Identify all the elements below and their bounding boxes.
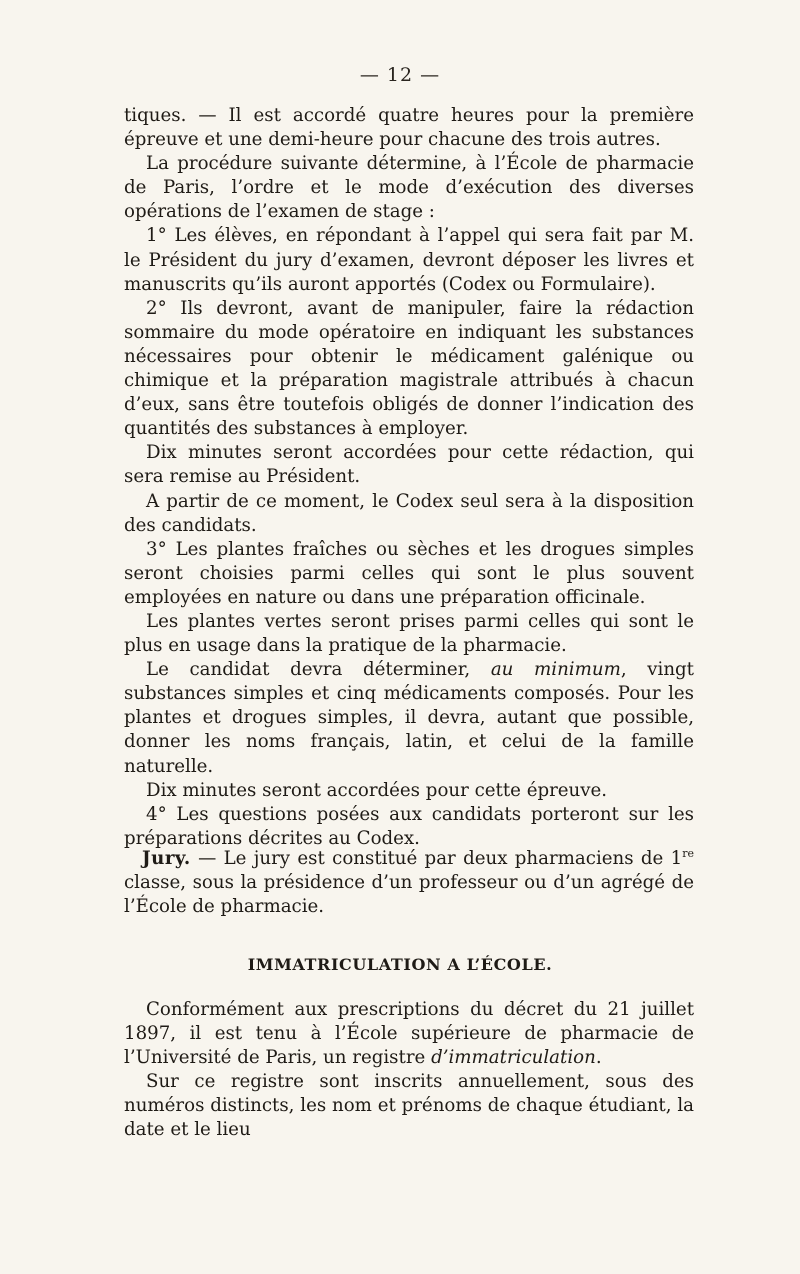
paragraph <box>124 658 694 778</box>
paragraph <box>124 998 694 1070</box>
paragraph: A partir de ce moment, le Codex seul sera à la disposition des candidats. <box>124 490 694 536</box>
text-run: , vingt substances simples et cinq médicaments composés. Pour les plantes et drogues simples, il devra, autant que possible, donner les noms français, latin, et celui de la famille naturelle. <box>124 659 694 777</box>
jury-label: Jury. <box>142 848 191 869</box>
page-number: — 12 — <box>359 64 441 86</box>
jury-section <box>124 847 694 919</box>
superscript: re <box>682 846 694 860</box>
paragraph: La procédure suivante détermine, à l’École de pharmacie de Paris, l’ordre et le mode d’exécution des diverses opérations de l’examen de stage : <box>124 153 694 223</box>
paragraph: 3° Les plantes fraîches ou sèches et les drogues simples seront choisies parmi celles qui sont le plus souvent employées en nature ou dans une préparation officinale. <box>124 538 694 608</box>
italic-text: d’immatriculation <box>431 1047 596 1069</box>
section-heading: IMMATRICULATION A L’ÉCOLE. <box>247 955 553 974</box>
text-run: classe, sous la présidence d’un professeur ou d’un agrégé de l’École de pharmacie. <box>124 872 694 918</box>
paragraph: 2° Ils devront, avant de manipuler, faire la rédaction sommaire du mode opératoire en indiquant les substances nécessaires pour obtenir le médicament galénique ou chimique et la préparation magistrale attribués à chacun d’eux, sans être toutefois obligés de donner l’indication des quantités des substances à employer. <box>124 297 694 440</box>
paragraph: Les plantes vertes seront prises parmi celles qui sont le plus en usage dans la pratique de la pharmacie. <box>124 610 694 657</box>
immatriculation-section <box>124 998 694 1143</box>
text-run: . <box>595 1047 602 1069</box>
paragraph: tiques. — Il est accordé quatre heures pour la première épreuve et une demi-heure pour chacune des trois autres. <box>124 105 694 151</box>
paragraph: 1° Les élèves, en répondant à l’appel qui sera fait par M. le Président du jury d’examen, devront déposer les livres et manuscrits qu’ils auront apportés (Codex ou Formulaire). <box>124 225 694 295</box>
paragraph: Sur ce registre sont inscrits annuellement, sous des numéros distincts, les nom et prénoms de chaque étudiant, la date et le lieu <box>124 1071 694 1141</box>
text-run: Le candidat devra déterminer, <box>146 659 491 681</box>
text-run: Conformément aux prescriptions du décret du 21 juillet 1897, il est tenu à l’École supérieure de pharmacie de l’Université de Paris, un registre <box>124 999 694 1069</box>
italic-text: au minimum <box>490 659 621 681</box>
body-text <box>124 104 694 851</box>
text-run: — Le jury est constitué par deux pharmaciens de 1 <box>190 848 683 869</box>
jury-paragraph <box>124 847 694 919</box>
paragraph: 4° Les questions posées aux candidats porteront sur les préparations décrites au Codex. <box>124 803 694 849</box>
paragraph: Dix minutes seront accordées pour cette rédaction, qui sera remise au Président. <box>124 442 694 488</box>
paragraph: Dix minutes seront accordées pour cette épreuve. <box>146 779 608 801</box>
